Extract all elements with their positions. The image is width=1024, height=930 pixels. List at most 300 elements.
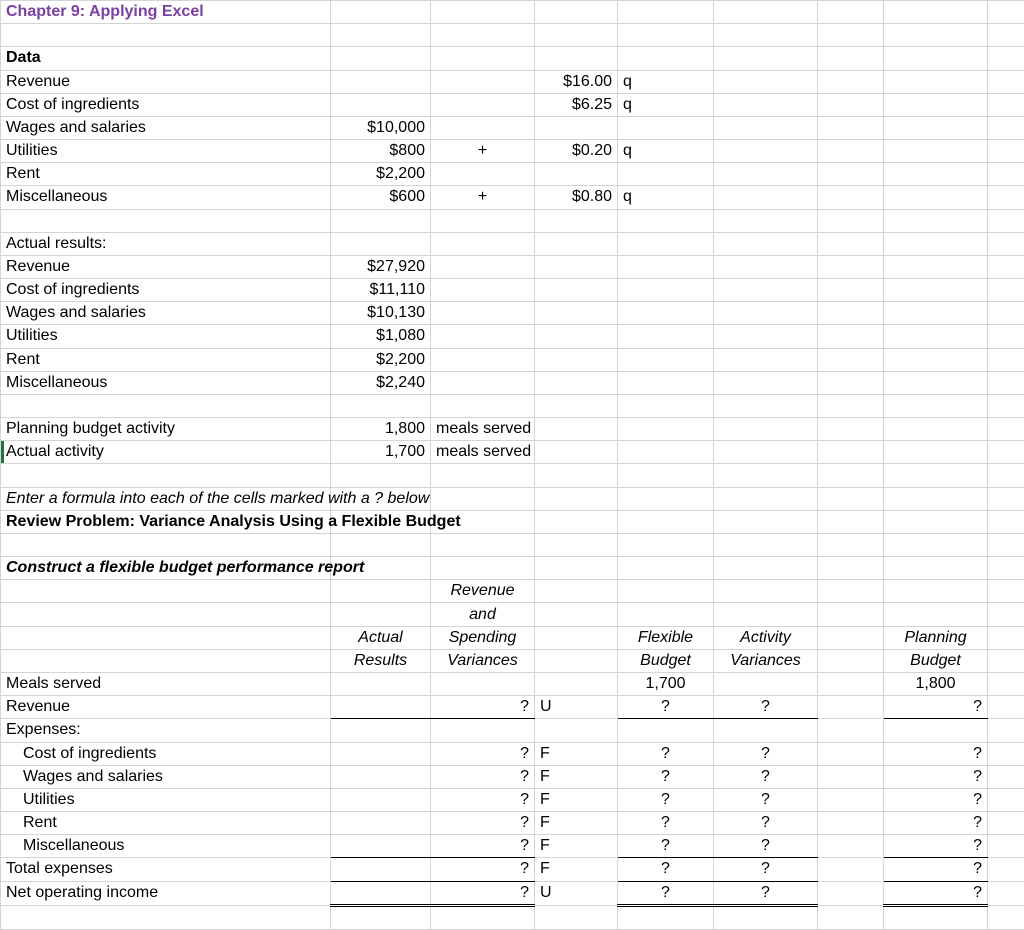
cell[interactable] [331,672,431,695]
report-label[interactable]: Miscellaneous [1,835,331,858]
header-rsv-4[interactable]: Variances [431,649,535,672]
data-q[interactable]: q [618,70,714,93]
plan-cell[interactable]: ? [884,696,988,719]
cell[interactable] [884,464,988,487]
rsv-cell[interactable]: ? [431,881,535,905]
cell[interactable] [818,1,884,24]
flex-cell[interactable]: ? [618,742,714,765]
cell[interactable] [714,348,818,371]
data-plus[interactable] [431,163,535,186]
cell[interactable] [884,487,988,510]
cell[interactable] [714,533,818,556]
actual-activity-value[interactable]: 1,700 [331,441,431,464]
cell[interactable] [988,696,1024,719]
cell[interactable] [714,580,818,603]
rsv-cell[interactable]: ? [431,765,535,788]
data-variable[interactable]: $16.00 [535,70,618,93]
review-problem-title[interactable]: Review Problem: Variance Analysis Using a Flexible Budget [1,510,331,533]
cell[interactable] [535,649,618,672]
cell[interactable] [988,487,1024,510]
fu-cell[interactable]: F [535,858,618,881]
data-fixed[interactable] [331,93,431,116]
cell[interactable] [331,464,431,487]
cell[interactable] [988,881,1024,905]
cell[interactable] [535,302,618,325]
av-cell[interactable]: ? [714,788,818,811]
header-actual-1[interactable]: Actual [331,626,431,649]
data-variable[interactable]: $0.20 [535,140,618,163]
data-variable[interactable]: $6.25 [535,93,618,116]
cell[interactable] [884,255,988,278]
cell[interactable] [988,905,1024,929]
cell[interactable] [818,232,884,255]
flex-cell[interactable]: ? [618,881,714,905]
data-plus[interactable] [431,93,535,116]
cell[interactable] [618,603,714,626]
cell[interactable] [884,394,988,417]
cell[interactable] [618,394,714,417]
cell[interactable] [884,70,988,93]
cell[interactable] [818,325,884,348]
cell[interactable] [818,858,884,881]
cell[interactable] [884,371,988,394]
cell[interactable] [1,649,331,672]
cell[interactable] [431,1,535,24]
header-av-1[interactable]: Activity [714,626,818,649]
actual-results-cell[interactable] [331,881,431,905]
cell[interactable] [618,464,714,487]
cell[interactable] [431,533,535,556]
actual-label[interactable]: Utilities [1,325,331,348]
flex-cell[interactable]: ? [618,696,714,719]
cell[interactable] [988,255,1024,278]
report-label[interactable]: Cost of ingredients [1,742,331,765]
cell[interactable] [988,649,1024,672]
cell[interactable] [618,418,714,441]
header-actual-2[interactable]: Results [331,649,431,672]
data-fixed[interactable]: $10,000 [331,116,431,139]
plan-cell[interactable]: ? [884,742,988,765]
cell[interactable] [714,209,818,232]
cell[interactable] [818,394,884,417]
cell[interactable] [884,116,988,139]
cell[interactable] [618,905,714,929]
cell[interactable] [818,742,884,765]
cell[interactable] [818,835,884,858]
cell[interactable] [535,672,618,695]
cell[interactable] [535,394,618,417]
cell[interactable] [714,140,818,163]
cell[interactable] [818,510,884,533]
cell[interactable] [818,580,884,603]
cell[interactable] [818,649,884,672]
header-rsv-1[interactable]: Revenue [431,580,535,603]
cell[interactable] [714,186,818,209]
av-cell[interactable]: ? [714,881,818,905]
cell[interactable] [714,325,818,348]
cell[interactable] [988,812,1024,835]
cell[interactable] [535,487,618,510]
cell[interactable] [714,557,818,580]
cell[interactable] [431,209,535,232]
cell[interactable] [331,719,431,742]
cell[interactable] [1,464,331,487]
actual-label[interactable]: Miscellaneous [1,371,331,394]
cell[interactable] [818,441,884,464]
data-plus[interactable] [431,116,535,139]
cell[interactable] [535,1,618,24]
cell[interactable] [818,765,884,788]
cell[interactable] [618,1,714,24]
header-plan-2[interactable]: Budget [884,649,988,672]
meals-served-label[interactable]: Meals served [1,672,331,695]
cell[interactable] [618,719,714,742]
cell[interactable] [818,47,884,70]
cell[interactable] [714,510,818,533]
actual-value[interactable]: $10,130 [331,302,431,325]
header-av-2[interactable]: Variances [714,649,818,672]
cell[interactable] [884,418,988,441]
actual-value[interactable]: $1,080 [331,325,431,348]
cell[interactable] [618,557,714,580]
cell[interactable] [988,279,1024,302]
cell[interactable] [884,719,988,742]
av-cell[interactable]: ? [714,835,818,858]
cell[interactable] [535,626,618,649]
cell[interactable] [535,371,618,394]
cell[interactable] [818,70,884,93]
cell[interactable] [431,24,535,47]
cell[interactable] [431,348,535,371]
cell[interactable] [714,279,818,302]
cell[interactable] [535,464,618,487]
av-cell[interactable]: ? [714,742,818,765]
cell[interactable] [431,719,535,742]
cell[interactable] [988,24,1024,47]
cell[interactable] [331,603,431,626]
header-plan-1[interactable]: Planning [884,626,988,649]
cell[interactable] [618,47,714,70]
cell[interactable] [431,255,535,278]
actual-results-cell[interactable] [331,835,431,858]
header-flex-2[interactable]: Budget [618,649,714,672]
cell[interactable] [818,464,884,487]
cell[interactable] [618,510,714,533]
cell[interactable] [884,580,988,603]
cell[interactable] [988,186,1024,209]
rsv-cell[interactable]: ? [431,812,535,835]
cell[interactable] [884,24,988,47]
cell[interactable] [535,47,618,70]
cell[interactable] [714,302,818,325]
actual-results-cell[interactable] [331,812,431,835]
cell[interactable] [431,464,535,487]
rsv-cell[interactable]: ? [431,696,535,719]
cell[interactable] [618,255,714,278]
cell[interactable] [714,418,818,441]
cell[interactable] [714,371,818,394]
plan-cell[interactable]: ? [884,765,988,788]
cell[interactable] [818,905,884,929]
cell[interactable] [714,719,818,742]
cell[interactable] [714,116,818,139]
meals-flex[interactable]: 1,700 [618,672,714,695]
plan-cell[interactable]: ? [884,812,988,835]
cell[interactable] [618,279,714,302]
header-rsv-2[interactable]: and [431,603,535,626]
cell[interactable] [884,348,988,371]
cell[interactable] [818,93,884,116]
cell[interactable] [714,603,818,626]
cell[interactable] [535,348,618,371]
cell[interactable] [431,487,535,510]
data-header[interactable]: Data [1,47,331,70]
cell[interactable] [818,24,884,47]
cell[interactable] [818,302,884,325]
cell[interactable] [1,905,331,929]
header-flex-1[interactable]: Flexible [618,626,714,649]
cell[interactable] [818,557,884,580]
cell[interactable] [535,255,618,278]
data-plus[interactable]: + [431,140,535,163]
cell[interactable] [1,209,331,232]
cell[interactable] [988,835,1024,858]
cell[interactable] [618,24,714,47]
plan-cell[interactable]: ? [884,835,988,858]
data-fixed[interactable]: $600 [331,186,431,209]
cell[interactable] [818,881,884,905]
meals-plan[interactable]: 1,800 [884,672,988,695]
cell[interactable] [988,93,1024,116]
plan-cell[interactable]: ? [884,858,988,881]
cell[interactable] [535,24,618,47]
cell[interactable] [714,70,818,93]
actual-value[interactable]: $11,110 [331,279,431,302]
actual-label[interactable]: Cost of ingredients [1,279,331,302]
cell[interactable] [988,788,1024,811]
actual-value[interactable]: $2,240 [331,371,431,394]
cell[interactable] [818,696,884,719]
cell[interactable] [988,557,1024,580]
report-label[interactable]: Revenue [1,696,331,719]
cell[interactable] [1,580,331,603]
cell[interactable] [818,140,884,163]
cell[interactable] [818,279,884,302]
cell[interactable] [618,441,714,464]
data-variable[interactable] [535,116,618,139]
actual-results-cell[interactable] [331,765,431,788]
cell[interactable] [331,209,431,232]
data-plus[interactable] [431,70,535,93]
cell[interactable] [331,47,431,70]
fu-cell[interactable]: F [535,742,618,765]
cell[interactable] [714,232,818,255]
data-fixed[interactable]: $800 [331,140,431,163]
fu-cell[interactable]: F [535,812,618,835]
cell[interactable] [714,163,818,186]
cell[interactable] [535,441,618,464]
report-label[interactable]: Total expenses [1,858,331,881]
cell[interactable] [1,626,331,649]
rsv-cell[interactable]: ? [431,788,535,811]
planning-activity-unit[interactable]: meals served [431,418,535,441]
cell[interactable] [988,348,1024,371]
cell[interactable] [988,325,1024,348]
expenses-label[interactable]: Expenses: [1,719,331,742]
actual-label[interactable]: Rent [1,348,331,371]
fu-cell[interactable]: U [535,696,618,719]
data-plus[interactable]: + [431,186,535,209]
cell[interactable] [884,533,988,556]
cell[interactable] [988,626,1024,649]
cell[interactable] [618,325,714,348]
cell[interactable] [884,325,988,348]
cell[interactable] [988,418,1024,441]
cell[interactable] [818,116,884,139]
cell[interactable] [818,487,884,510]
cell[interactable] [331,533,431,556]
cell[interactable] [535,905,618,929]
cell[interactable] [818,371,884,394]
data-q[interactable]: q [618,186,714,209]
data-q[interactable]: q [618,93,714,116]
sheet-title[interactable]: Chapter 9: Applying Excel [1,1,331,24]
actual-activity-label[interactable]: Actual activity [1,441,331,464]
cell[interactable] [535,510,618,533]
cell[interactable] [618,302,714,325]
cell[interactable] [884,510,988,533]
rsv-cell[interactable]: ? [431,858,535,881]
cell[interactable] [818,719,884,742]
cell[interactable] [714,394,818,417]
cell[interactable] [1,603,331,626]
data-fixed[interactable] [331,70,431,93]
cell[interactable] [714,255,818,278]
cell[interactable] [988,765,1024,788]
cell[interactable] [331,905,431,929]
cell[interactable] [884,232,988,255]
av-cell[interactable]: ? [714,812,818,835]
cell[interactable] [431,394,535,417]
data-q[interactable] [618,116,714,139]
cell[interactable] [618,533,714,556]
data-label[interactable]: Rent [1,163,331,186]
instruction-text[interactable]: Enter a formula into each of the cells marked with a ? below [1,487,331,510]
cell[interactable] [618,232,714,255]
data-label[interactable]: Cost of ingredients [1,93,331,116]
cell[interactable] [535,603,618,626]
cell[interactable] [884,905,988,929]
report-label[interactable]: Net operating income [1,881,331,905]
cell[interactable] [714,24,818,47]
cell[interactable] [818,603,884,626]
actual-results-cell[interactable] [331,858,431,881]
cell[interactable] [884,279,988,302]
flex-cell[interactable]: ? [618,858,714,881]
flex-cell[interactable]: ? [618,812,714,835]
cell[interactable] [431,557,535,580]
flex-cell[interactable]: ? [618,788,714,811]
data-label[interactable]: Miscellaneous [1,186,331,209]
cell[interactable] [714,441,818,464]
cell[interactable] [618,209,714,232]
cell[interactable] [884,140,988,163]
cell[interactable] [988,1,1024,24]
cell[interactable] [331,24,431,47]
cell[interactable] [988,371,1024,394]
planning-activity-value[interactable]: 1,800 [331,418,431,441]
cell[interactable] [818,672,884,695]
cell[interactable] [988,47,1024,70]
cell[interactable] [884,1,988,24]
rsv-cell[interactable]: ? [431,742,535,765]
cell[interactable] [988,672,1024,695]
cell[interactable] [431,672,535,695]
cell[interactable] [331,1,431,24]
cell[interactable] [988,70,1024,93]
cell[interactable] [884,163,988,186]
actual-results-cell[interactable] [331,742,431,765]
cell[interactable] [431,302,535,325]
cell[interactable] [818,418,884,441]
rsv-cell[interactable]: ? [431,835,535,858]
cell[interactable] [818,186,884,209]
cell[interactable] [988,858,1024,881]
actual-results-cell[interactable] [331,788,431,811]
cell[interactable] [884,47,988,70]
actual-results-cell[interactable] [331,696,431,719]
cell[interactable] [331,232,431,255]
av-cell[interactable]: ? [714,858,818,881]
cell[interactable] [988,719,1024,742]
data-variable[interactable] [535,163,618,186]
cell[interactable] [535,209,618,232]
cell[interactable] [714,1,818,24]
cell[interactable] [988,580,1024,603]
report-label[interactable]: Rent [1,812,331,835]
cell[interactable] [988,163,1024,186]
cell[interactable] [714,47,818,70]
actual-value[interactable]: $2,200 [331,348,431,371]
cell[interactable] [818,626,884,649]
cell[interactable] [618,487,714,510]
cell[interactable] [431,325,535,348]
cell[interactable] [714,464,818,487]
cell[interactable] [535,232,618,255]
cell[interactable] [535,325,618,348]
data-label[interactable]: Revenue [1,70,331,93]
cell[interactable] [884,186,988,209]
cell[interactable] [818,348,884,371]
fu-cell[interactable]: F [535,835,618,858]
cell[interactable] [1,533,331,556]
cell[interactable] [988,209,1024,232]
cell[interactable] [884,441,988,464]
cell[interactable] [535,557,618,580]
cell[interactable] [988,394,1024,417]
cell[interactable] [535,580,618,603]
cell[interactable] [535,719,618,742]
cell[interactable] [988,116,1024,139]
av-cell[interactable]: ? [714,696,818,719]
cell[interactable] [535,418,618,441]
av-cell[interactable]: ? [714,765,818,788]
cell[interactable] [988,232,1024,255]
planning-activity-label[interactable]: Planning budget activity [1,418,331,441]
cell[interactable] [884,603,988,626]
cell[interactable] [431,279,535,302]
cell[interactable] [618,371,714,394]
